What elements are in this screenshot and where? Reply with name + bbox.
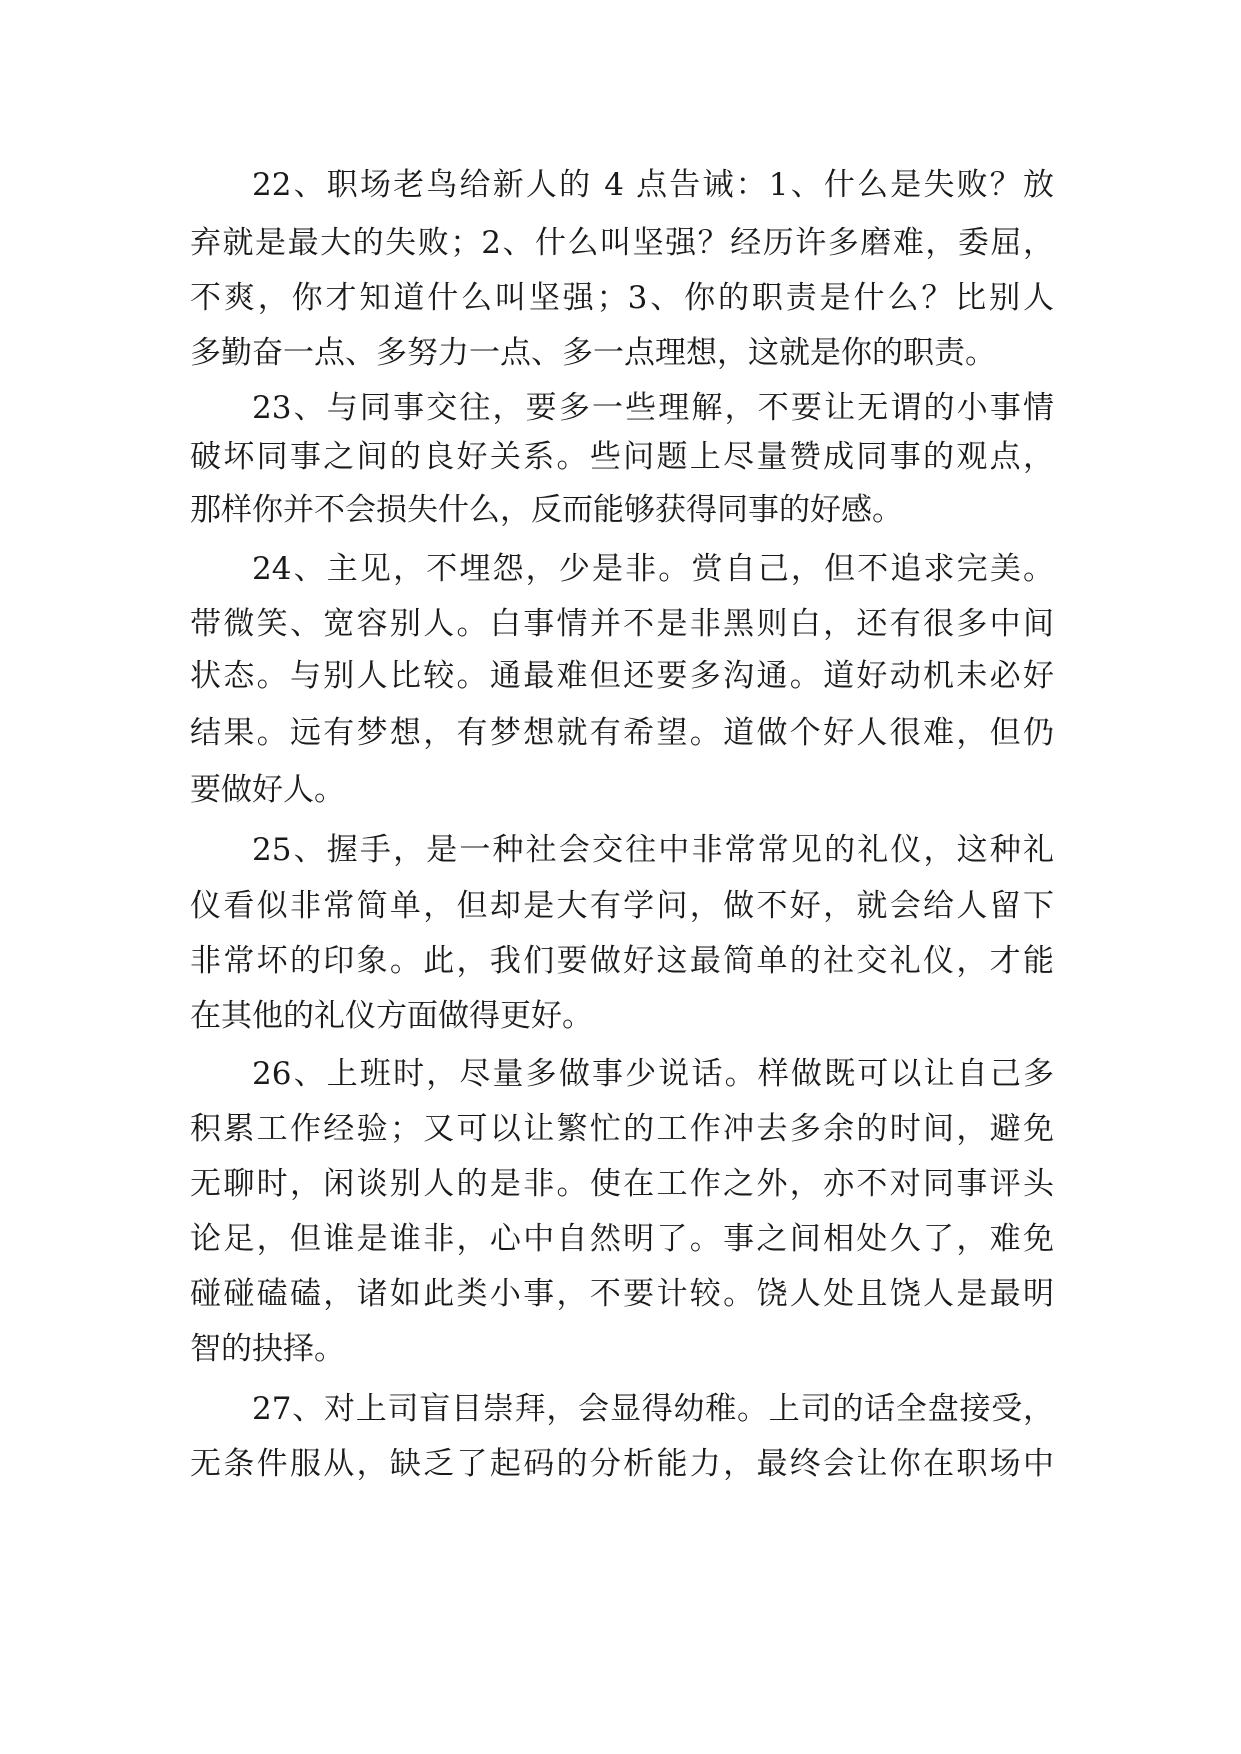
text-line: 结果。远有梦想，有梦想就有希望。道做个好人很难，但仍 — [190, 715, 1054, 751]
text-line: 状态。与别人比较。通最难但还要多沟通。道好动机未必好 — [190, 658, 1054, 694]
text-line: 26、上班时，尽量多做事少说话。样做既可以让自己多 — [252, 1056, 1054, 1092]
text-line: 积累工作经验；又可以让繁忙的工作冲去多余的时间，避免 — [190, 1111, 1054, 1147]
text-line: 那样你并不会损失什么，反而能够获得同事的好感。 — [190, 492, 903, 528]
text-line: 22、职场老鸟给新人的 4 点告诫：1、什么是失败？放 — [252, 167, 1054, 203]
text-line: 要做好人。 — [190, 772, 345, 808]
text-line: 非常坏的印象。此，我们要做好这最简单的社交礼仪，才能 — [190, 943, 1054, 979]
text-line: 24、主见，不埋怨，少是非。赏自己，但不追求完美。 — [252, 551, 1054, 587]
text-line: 不爽，你才知道什么叫坚强；3、你的职责是什么？比别人 — [190, 280, 1054, 316]
text-line: 23、与同事交往，要多一些理解，不要让无谓的小事情 — [252, 390, 1054, 426]
text-line: 多勤奋一点、多努力一点、多一点理想，这就是你的职责。 — [190, 335, 996, 371]
text-line: 仪看似非常简单，但却是大有学问，做不好，就会给人留下 — [190, 888, 1054, 924]
text-line: 无聊时，闲谈别人的是非。使在工作之外，亦不对同事评头 — [190, 1166, 1054, 1202]
text-line: 智的抉择。 — [190, 1331, 345, 1367]
text-line: 弃就是最大的失败；2、什么叫坚强？经历许多磨难，委屈， — [190, 225, 1054, 261]
text-line: 25、握手，是一种社会交往中非常常见的礼仪，这种礼 — [252, 832, 1054, 868]
text-line: 带微笑、宽容别人。白事情并不是非黑则白，还有很多中间 — [190, 606, 1054, 642]
text-line: 在其他的礼仪方面做得更好。 — [190, 998, 593, 1034]
text-line: 破坏同事之间的良好关系。些问题上尽量赞成同事的观点， — [190, 439, 1054, 475]
text-line: 27、对上司盲目崇拜，会显得幼稚。上司的话全盘接受， — [252, 1391, 1054, 1427]
text-line: 碰碰磕磕，诸如此类小事，不要计较。饶人处且饶人是最明 — [190, 1276, 1054, 1312]
text-line: 论足，但谁是谁非，心中自然明了。事之间相处久了，难免 — [190, 1221, 1054, 1257]
text-line: 无条件服从，缺乏了起码的分析能力，最终会让你在职场中 — [190, 1446, 1054, 1482]
